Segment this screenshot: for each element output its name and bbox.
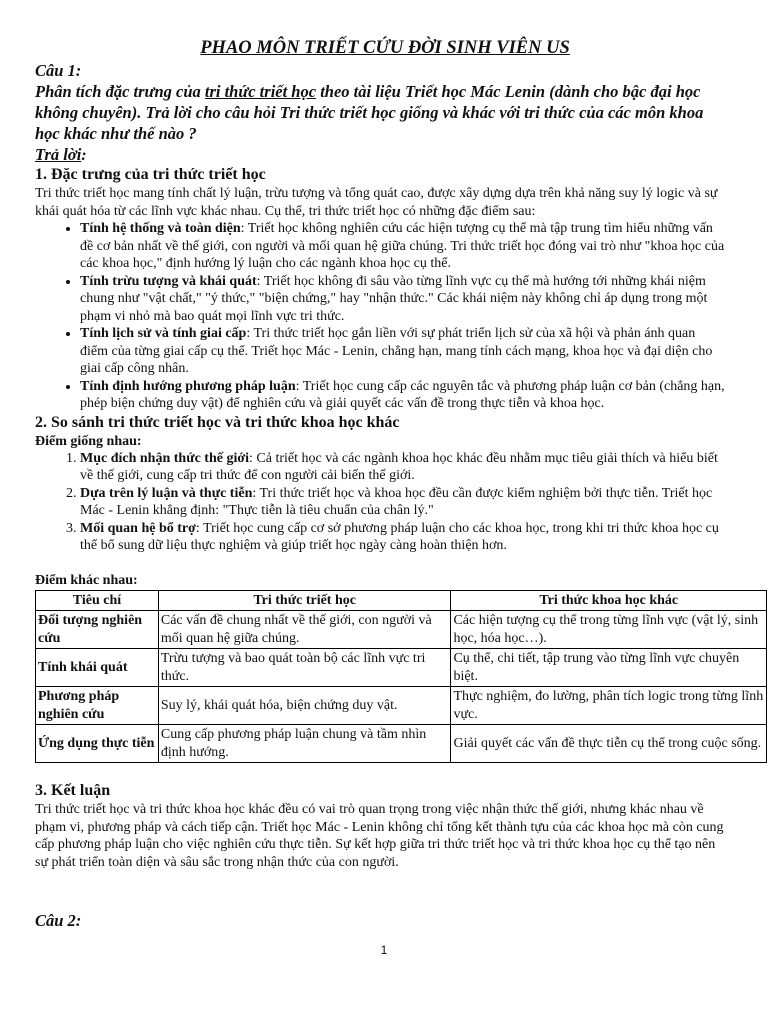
- bullet-term: Tính lịch sử và tính giai cấp: [80, 326, 247, 341]
- bullet-text: : Triết học không đi sâu vào từng lĩnh vực cụ thể mà hướng tới những khái niệm chung như "vật chất," "ý thức," "biện chứng," hay "nhận thức." Các khái niệm này không chỉ áp dụng trong một phạm vi nhỏ mà bao quát mọi lĩnh vực tri thức.: [80, 273, 708, 324]
- similarity-text: : Cả triết học và các ngành khoa học khác đều nhằm mục tiêu giải thích và hiểu biết về thế giới, cung cấp tri thức để con người cải biến thế giới.: [80, 450, 718, 483]
- column-header: Tri thức triết học: [158, 590, 451, 611]
- document-page: [35, 38, 767, 931]
- table-cell: Các hiện tượng cụ thể trong từng lĩnh vực (vật lý, sinh học, hóa học…).: [451, 611, 767, 649]
- bullet-text: : Triết học cung cấp các nguyên tắc và phương pháp luận cơ bản (chẳng hạn, phép biện chứng duy vật) để nghiên cứu và giải quyết các vấn đề trong thực tiễn và khoa học.: [80, 378, 725, 411]
- page-number: 1: [380, 943, 388, 957]
- spacer: [35, 555, 767, 572]
- question-1-text-after: theo tài liệu Triết học Mác Lenin (dành cho bậc đại học không chuyên). Trả lời cho câu hỏi Tri thức triết học giống và khác với tri thức của các môn khoa học khác như thế nào ?: [35, 82, 704, 143]
- table-cell: Cung cấp phương pháp luận chung và tầm nhìn định hướng.: [158, 725, 451, 763]
- table-header-row: [36, 590, 767, 611]
- table-cell-criterion: Ứng dụng thực tiễn: [36, 725, 159, 763]
- answer-label: Trả lời: [35, 145, 82, 164]
- question-1-label: Câu 1:: [35, 61, 82, 80]
- spacer: [35, 871, 767, 911]
- table-row: [36, 649, 767, 687]
- section-1-bullet-list: [35, 220, 725, 413]
- list-item: [80, 325, 725, 378]
- similarities-list: [35, 450, 725, 555]
- similarity-term: Dựa trên lý luận và thực tiễn: [80, 485, 253, 501]
- answer-colon: :: [81, 147, 87, 164]
- bullet-text: : Tri thức triết học gắn liền với sự phát triển lịch sử của xã hội và phản ánh quan điểm của từng giai cấp cụ thể. Triết học Mác - Lenin, chẳng hạn, mang tính cách mạng, khoa học và đại diện cho giai cấp công nhân.: [80, 326, 713, 376]
- section-3-conclusion: Tri thức triết học và tri thức khoa học khác đều có vai trò quan trọng trong việc nhận thức thế giới, nhưng khác nhau về phạm vi, phương pháp và cách tiếp cận. Triết học Mác - Lenin không chỉ tổng kết thành tựu của các khoa học mà còn cung cấp phương pháp luận cho việc nghiên cứu thực tiễn. Sự kết hợp giữa tri thức triết học và tri thức khoa học cụ thể tạo nên sự phát triển toàn diện và sâu sắc trong nhận thức của con người.: [35, 802, 724, 870]
- section-1-intro: Tri thức triết học mang tính chất lý luận, trừu tượng và tổng quát cao, được xây dựng dựa trên khả năng suy lý logic và sự khái quát hóa từ các lĩnh vực khác nhau. Cụ thể, tri thức triết học có những đặc điểm sau:: [35, 186, 718, 219]
- question-1-text: [35, 81, 725, 144]
- list-item: [80, 378, 725, 413]
- question-2-label: Câu 2:: [35, 911, 82, 930]
- similarity-text: : Tri thức triết học và khoa học đều cần được kiểm nghiệm bởi thực tiễn. Triết học Mác - Lenin khẳng định: "Thực tiễn là tiêu chuẩn của chân lý.": [80, 485, 713, 518]
- table-cell: Giải quyết các vấn đề thực tiễn cụ thể trong cuộc sống.: [451, 725, 767, 763]
- list-item: [80, 273, 725, 326]
- bullet-term: Tính hệ thống và toàn diện: [80, 221, 241, 236]
- question-1-text-before: Phân tích đặc trưng của: [35, 82, 205, 101]
- bullet-text: : Triết học không nghiên cứu các hiện tượng cụ thể mà tập trung tìm hiểu những vấn đề cơ bản nhất về thế giới, con người và mối quan hệ giữa chúng. Tri thức triết học đóng vai trò như "khoa học của các khoa học," định hướng lý luận cho các ngành khoa học cụ thể.: [80, 221, 725, 271]
- column-header: Tri thức khoa học khác: [451, 590, 767, 611]
- section-1-heading: 1. Đặc trưng của tri thức triết học: [35, 166, 266, 183]
- table-cell: Trừu tượng và bao quát toàn bộ các lĩnh vực tri thức.: [158, 649, 451, 687]
- table-cell: Suy lý, khái quát hóa, biện chứng duy vật.: [158, 687, 451, 725]
- similarity-term: Mục đích nhận thức thế giới: [80, 450, 250, 466]
- comparison-table: [35, 590, 767, 764]
- differences-label: Điểm khác nhau:: [35, 572, 138, 588]
- table-cell-criterion: Đối tượng nghiên cứu: [36, 611, 159, 649]
- table-row: [36, 725, 767, 763]
- list-item: [80, 485, 725, 520]
- table-cell-criterion: Tính khái quát: [36, 649, 159, 687]
- similarity-text: : Triết học cung cấp cơ sở phương pháp luận cho các khoa học, trong khi tri thức khoa học cụ thể bổ sung dữ liệu thực nghiệm và giúp triết học ngày càng hoàn thiện hơn.: [80, 520, 719, 553]
- table-cell: Các vấn đề chung nhất về thế giới, con người và mối quan hệ giữa chúng.: [158, 611, 451, 649]
- similarities-label: Điểm giống nhau:: [35, 433, 142, 449]
- spacer: [35, 763, 767, 781]
- list-item: [80, 220, 725, 273]
- table-cell: Cụ thể, chi tiết, tập trung vào từng lĩnh vực chuyên biệt.: [451, 649, 767, 687]
- document-title: PHAO MÔN TRIẾT CỨU ĐỜI SINH VIÊN US: [200, 38, 570, 58]
- section-2-heading: 2. So sánh tri thức triết học và tri thức khoa học khác: [35, 413, 400, 431]
- bullet-term: Tính định hướng phương pháp luận: [80, 378, 296, 394]
- list-item: [80, 520, 725, 555]
- question-1-underlined-term: tri thức triết học: [204, 82, 317, 101]
- answer-heading: [35, 144, 767, 165]
- table-cell-criterion: Phương pháp nghiên cứu: [36, 687, 159, 725]
- table-row: [36, 611, 767, 649]
- bullet-term: Tính trừu tượng và khái quát: [80, 273, 257, 289]
- column-header: Tiêu chí: [36, 590, 159, 611]
- similarity-term: Mối quan hệ bổ trợ: [80, 520, 196, 536]
- table-cell: Thực nghiệm, đo lường, phân tích logic trong từng lĩnh vực.: [451, 687, 767, 725]
- section-3-heading: 3. Kết luận: [35, 782, 111, 799]
- list-item: [80, 450, 725, 485]
- table-row: [36, 687, 767, 725]
